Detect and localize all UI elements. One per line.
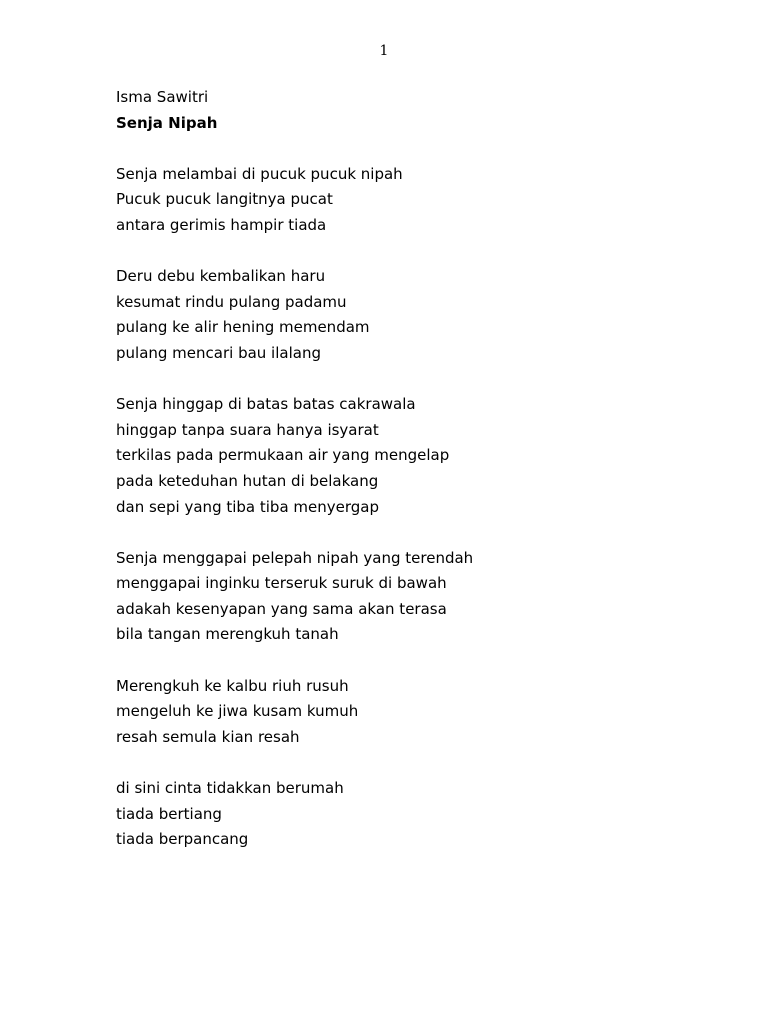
poem-line: mengeluh ke jiwa kusam kumuh	[116, 702, 359, 721]
poem-line: Senja hinggap di batas batas cakrawala	[116, 395, 416, 414]
poem-line: adakah kesenyapan yang sama akan terasa	[116, 599, 447, 618]
poem-line: resah semula kian resah	[116, 727, 300, 746]
stanza-5	[116, 674, 676, 751]
poem-line: kesumat rindu pulang padamu	[116, 292, 347, 311]
poem-line: pulang ke alir hening memendam	[116, 318, 370, 337]
stanza-3	[116, 392, 676, 520]
poem-line: terkilas pada permukaan air yang mengelap	[116, 446, 450, 465]
poem-line: dan sepi yang tiba tiba menyergap	[116, 497, 380, 516]
poem-title: Senja Nipah	[116, 113, 218, 132]
stanza-1	[116, 162, 676, 239]
poem-line: Pucuk pucuk langitnya pucat	[116, 190, 333, 209]
poem-line: tiada berpancang	[116, 830, 249, 849]
poem-line: bila tangan merengkuh tanah	[116, 625, 339, 644]
poem-line: pulang mencari bau ilalang	[116, 343, 321, 362]
poem	[116, 85, 676, 853]
poem-line: pada keteduhan hutan di belakang	[116, 471, 379, 490]
poem-line: Merengkuh ke kalbu riuh rusuh	[116, 676, 349, 695]
poem-line: hinggap tanpa suara hanya isyarat	[116, 420, 379, 439]
poem-line: di sini cinta tidakkan berumah	[116, 779, 344, 798]
stanza-6	[116, 776, 676, 853]
poem-line: antara gerimis hampir tiada	[116, 215, 327, 234]
poem-line: Deru debu kembalikan haru	[116, 267, 326, 286]
stanza-2	[116, 264, 676, 366]
poem-line: Senja menggapai pelepah nipah yang terendah	[116, 548, 474, 567]
page-number: 1	[379, 43, 389, 59]
author-name: Isma Sawitri	[116, 88, 209, 106]
poem-line: tiada bertiang	[116, 804, 222, 823]
poem-line: Senja melambai di pucuk pucuk nipah	[116, 164, 403, 183]
stanza-4	[116, 546, 676, 648]
poem-line: menggapai inginku terseruk suruk di bawah	[116, 574, 447, 593]
